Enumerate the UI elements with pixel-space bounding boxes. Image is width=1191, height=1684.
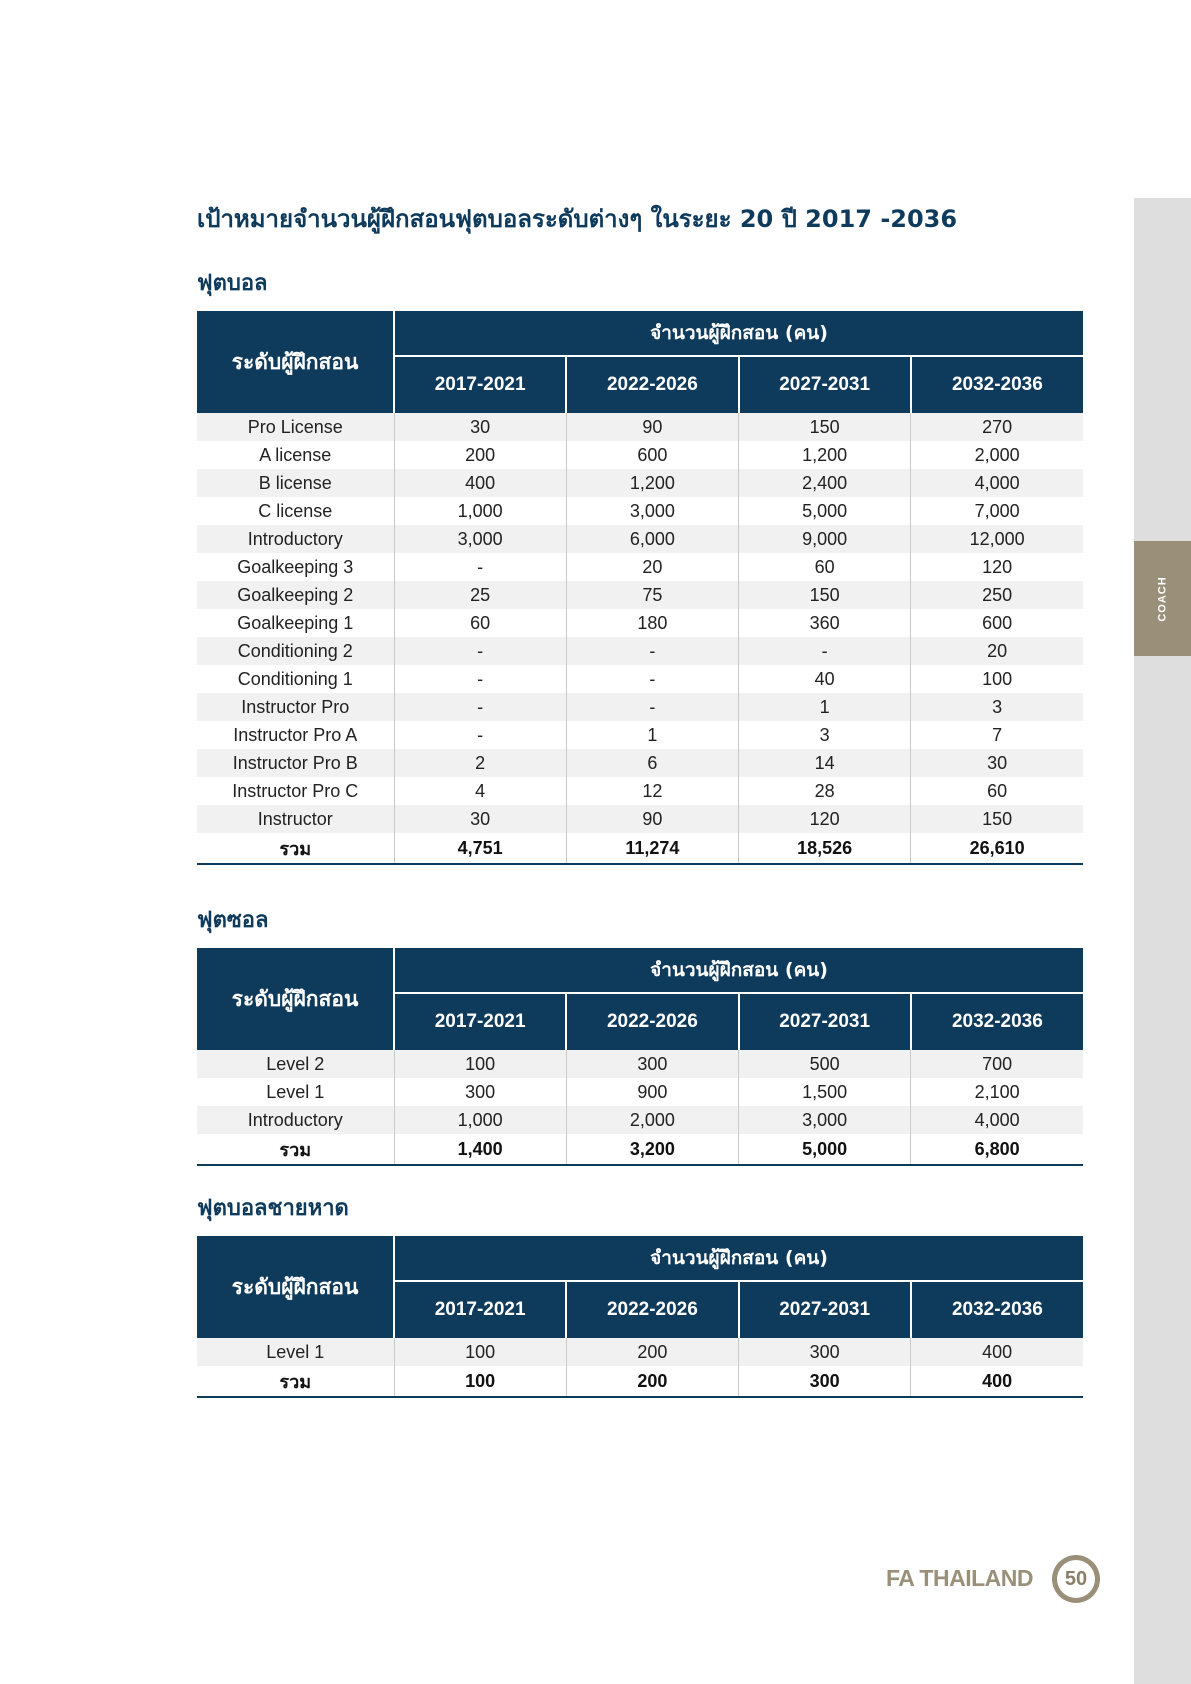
value-cell: - — [394, 553, 566, 581]
value-cell: 90 — [566, 413, 738, 441]
value-cell: 90 — [566, 805, 738, 833]
page-number: 50 — [1057, 1560, 1095, 1598]
total-label: รวม — [197, 833, 394, 864]
year-header: 2022-2026 — [566, 993, 738, 1050]
value-cell: 2,000 — [566, 1106, 738, 1134]
table-row — [197, 749, 1083, 777]
table-row — [197, 441, 1083, 469]
page-number-badge — [1052, 1555, 1100, 1603]
value-cell: 12 — [566, 777, 738, 805]
total-cell: 26,610 — [911, 833, 1083, 864]
value-cell: - — [566, 665, 738, 693]
group-header: จำนวนผู้ฝึกสอน (คน) — [394, 311, 1083, 356]
total-row — [197, 833, 1083, 864]
year-header: 2032-2036 — [911, 356, 1083, 413]
value-cell: 60 — [394, 609, 566, 637]
table-row — [197, 581, 1083, 609]
value-cell: 1,200 — [566, 469, 738, 497]
value-cell: 1 — [566, 721, 738, 749]
value-cell: 3,000 — [394, 525, 566, 553]
group-header: จำนวนผู้ฝึกสอน (คน) — [394, 948, 1083, 993]
level-cell: C license — [197, 497, 394, 525]
level-cell: Goalkeeping 2 — [197, 581, 394, 609]
footer-brand: FA THAILAND — [886, 1565, 1033, 1591]
value-cell: 400 — [911, 1338, 1083, 1366]
level-cell: Goalkeeping 3 — [197, 553, 394, 581]
value-cell: 2 — [394, 749, 566, 777]
value-cell: 30 — [911, 749, 1083, 777]
value-cell: 100 — [911, 665, 1083, 693]
value-cell: 1 — [739, 693, 911, 721]
value-cell: 180 — [566, 609, 738, 637]
level-cell: Introductory — [197, 525, 394, 553]
table-row — [197, 637, 1083, 665]
value-cell: - — [566, 693, 738, 721]
total-cell: 1,400 — [394, 1134, 566, 1165]
value-cell: 250 — [911, 581, 1083, 609]
total-label: รวม — [197, 1366, 394, 1397]
value-cell: 2,000 — [911, 441, 1083, 469]
page-title: เป้าหมายจำนวนผู้ฝึกสอนฟุตบอลระดับต่างๆ ในระยะ 20 ปี 2017 -2036 — [197, 205, 958, 233]
level-cell: Introductory — [197, 1106, 394, 1134]
value-cell: 2,100 — [911, 1078, 1083, 1106]
value-cell: 9,000 — [739, 525, 911, 553]
table-row — [197, 1106, 1083, 1134]
value-cell: 4,000 — [911, 469, 1083, 497]
table-row — [197, 693, 1083, 721]
value-cell: 28 — [739, 777, 911, 805]
value-cell: 1,200 — [739, 441, 911, 469]
value-cell: 270 — [911, 413, 1083, 441]
total-cell: 200 — [566, 1366, 738, 1397]
value-cell: 20 — [911, 637, 1083, 665]
value-cell: 150 — [739, 413, 911, 441]
beach-football-table — [197, 1236, 1083, 1398]
value-cell: 30 — [394, 805, 566, 833]
year-header: 2022-2026 — [566, 1281, 738, 1338]
level-cell: Level 1 — [197, 1078, 394, 1106]
value-cell: 4,000 — [911, 1106, 1083, 1134]
level-cell: Instructor Pro C — [197, 777, 394, 805]
year-header: 2027-2031 — [739, 993, 911, 1050]
value-cell: 4 — [394, 777, 566, 805]
total-cell: 300 — [739, 1366, 911, 1397]
value-cell: 3,000 — [566, 497, 738, 525]
value-cell: 200 — [394, 441, 566, 469]
level-cell: Level 2 — [197, 1050, 394, 1078]
year-header: 2017-2021 — [394, 993, 566, 1050]
futsal-table — [197, 948, 1083, 1166]
table-row — [197, 777, 1083, 805]
table-row — [197, 665, 1083, 693]
level-cell: Goalkeeping 1 — [197, 609, 394, 637]
table-row — [197, 1078, 1083, 1106]
level-cell: Instructor — [197, 805, 394, 833]
table-row — [197, 553, 1083, 581]
value-cell: 7 — [911, 721, 1083, 749]
level-cell: Level 1 — [197, 1338, 394, 1366]
level-cell: Conditioning 2 — [197, 637, 394, 665]
value-cell: 14 — [739, 749, 911, 777]
level-cell: B license — [197, 469, 394, 497]
value-cell: 75 — [566, 581, 738, 609]
total-cell: 5,000 — [739, 1134, 911, 1165]
table-row — [197, 469, 1083, 497]
year-header: 2027-2031 — [739, 356, 911, 413]
value-cell: - — [394, 693, 566, 721]
total-cell: 100 — [394, 1366, 566, 1397]
level-cell: Conditioning 1 — [197, 665, 394, 693]
value-cell: 3 — [911, 693, 1083, 721]
table-row — [197, 525, 1083, 553]
value-cell: 300 — [394, 1078, 566, 1106]
level-cell: Instructor Pro — [197, 693, 394, 721]
table-row — [197, 497, 1083, 525]
section-title-football: ฟุตบอล — [197, 271, 268, 296]
value-cell: - — [394, 637, 566, 665]
total-cell: 18,526 — [739, 833, 911, 864]
value-cell: 900 — [566, 1078, 738, 1106]
level-header: ระดับผู้ฝึกสอน — [197, 948, 394, 1050]
value-cell: 120 — [739, 805, 911, 833]
value-cell: 60 — [739, 553, 911, 581]
value-cell: 6,000 — [566, 525, 738, 553]
value-cell: 12,000 — [911, 525, 1083, 553]
value-cell: 200 — [566, 1338, 738, 1366]
value-cell: 150 — [739, 581, 911, 609]
value-cell: 3 — [739, 721, 911, 749]
total-label: รวม — [197, 1134, 394, 1165]
value-cell: - — [566, 637, 738, 665]
side-tab-label: COACH — [1156, 575, 1169, 622]
value-cell: 5,000 — [739, 497, 911, 525]
total-cell: 6,800 — [911, 1134, 1083, 1165]
total-cell: 3,200 — [566, 1134, 738, 1165]
value-cell: - — [394, 721, 566, 749]
table-row — [197, 413, 1083, 441]
level-cell: Instructor Pro B — [197, 749, 394, 777]
table-row — [197, 1338, 1083, 1366]
value-cell: 25 — [394, 581, 566, 609]
value-cell: 100 — [394, 1338, 566, 1366]
total-cell: 400 — [911, 1366, 1083, 1397]
value-cell: 30 — [394, 413, 566, 441]
total-row — [197, 1134, 1083, 1165]
level-cell: A license — [197, 441, 394, 469]
value-cell: 400 — [394, 469, 566, 497]
value-cell: 500 — [739, 1050, 911, 1078]
level-cell: Instructor Pro A — [197, 721, 394, 749]
level-header: ระดับผู้ฝึกสอน — [197, 311, 394, 413]
value-cell: 360 — [739, 609, 911, 637]
value-cell: 300 — [566, 1050, 738, 1078]
group-header: จำนวนผู้ฝึกสอน (คน) — [394, 1236, 1083, 1281]
table-row — [197, 721, 1083, 749]
table-row — [197, 1050, 1083, 1078]
value-cell: 20 — [566, 553, 738, 581]
value-cell: 1,500 — [739, 1078, 911, 1106]
year-header: 2032-2036 — [911, 993, 1083, 1050]
value-cell: 6 — [566, 749, 738, 777]
side-tab-coach — [1134, 541, 1191, 656]
year-header: 2017-2021 — [394, 1281, 566, 1338]
year-header: 2017-2021 — [394, 356, 566, 413]
section-title-beach-football: ฟุตบอลชายหาด — [197, 1196, 349, 1221]
value-cell: 600 — [566, 441, 738, 469]
value-cell: - — [739, 637, 911, 665]
value-cell: 150 — [911, 805, 1083, 833]
value-cell: 1,000 — [394, 497, 566, 525]
year-header: 2032-2036 — [911, 1281, 1083, 1338]
total-cell: 4,751 — [394, 833, 566, 864]
table-row — [197, 609, 1083, 637]
value-cell: 100 — [394, 1050, 566, 1078]
value-cell: 120 — [911, 553, 1083, 581]
football-table — [197, 311, 1083, 865]
value-cell: 600 — [911, 609, 1083, 637]
total-row — [197, 1366, 1083, 1397]
value-cell: 700 — [911, 1050, 1083, 1078]
level-cell: Pro License — [197, 413, 394, 441]
table-row — [197, 805, 1083, 833]
value-cell: 60 — [911, 777, 1083, 805]
value-cell: 1,000 — [394, 1106, 566, 1134]
section-title-futsal: ฟุตซอล — [197, 908, 269, 933]
value-cell: 40 — [739, 665, 911, 693]
value-cell: 300 — [739, 1338, 911, 1366]
value-cell: 7,000 — [911, 497, 1083, 525]
year-header: 2027-2031 — [739, 1281, 911, 1338]
value-cell: 2,400 — [739, 469, 911, 497]
total-cell: 11,274 — [566, 833, 738, 864]
year-header: 2022-2026 — [566, 356, 738, 413]
value-cell: 3,000 — [739, 1106, 911, 1134]
level-header: ระดับผู้ฝึกสอน — [197, 1236, 394, 1338]
value-cell: - — [394, 665, 566, 693]
side-strip — [1134, 198, 1191, 1684]
